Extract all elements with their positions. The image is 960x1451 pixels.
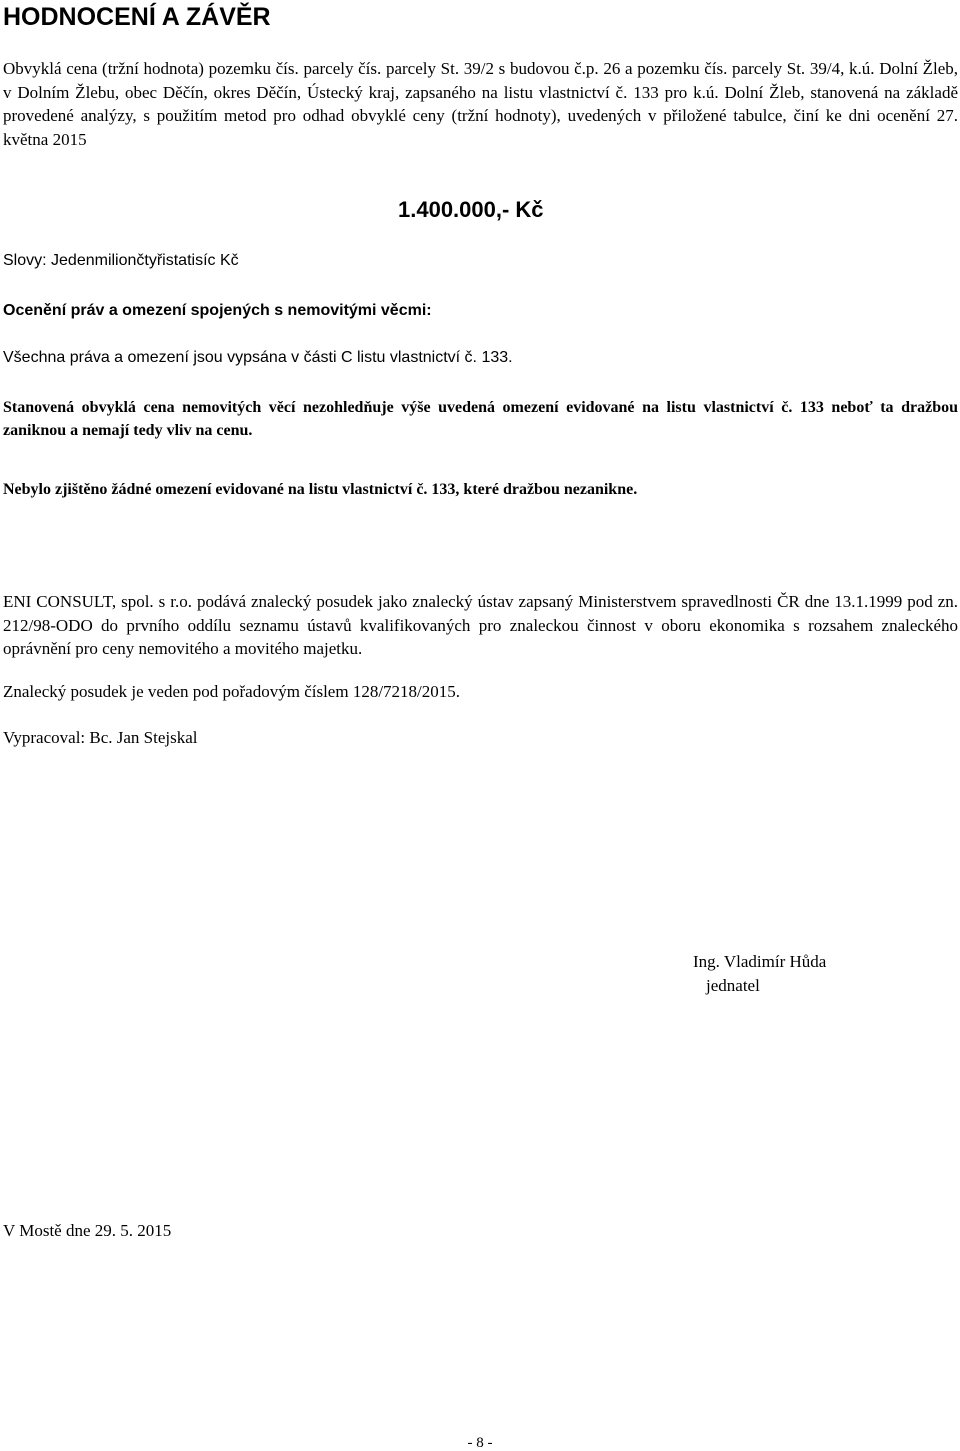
rights-note-encumbrance: Nebylo zjištěno žádné omezení evidované na listu vlastnictví č. 133, které dražbou nezanikne. (3, 481, 638, 498)
rights-note-price: Stanovená obvyklá cena nemovitých věcí nezohledňuje výše uvedená omezení evidované na listu vlastnictví č. 133 neboť ta dražbou zaniknou a nemají tedy vliv na cenu. (3, 399, 958, 439)
signatory-name: Ing. Vladimír Hůda (693, 952, 827, 971)
page-number: - 8 - (467, 1435, 493, 1451)
signature-block (693, 950, 826, 997)
valuation-statement: Obvyklá cena (tržní hodnota) pozemku čís. parcely čís. parcely St. 39/2 s budovou č.p. 26 a pozemku čís. parcely St. 39/4, k.ú. Dolní Žleb, v Dolním Žlebu, obec Děčín, okres Děčín, Ústecký kraj, zapsaného na listu vlastnictví č. 133 pro k.ú. Dolní Žleb, stanovená na základě provedené analýzy, s použitím metod pro odhad obvyklé ceny (tržní hodnoty), uvedených v přiložené tabulce, činí ke dni ocenění 27. května 2015 (3, 59, 958, 149)
signatory-role: jednatel (706, 975, 760, 995)
valuation-price: 1.400.000,- Kč (398, 197, 544, 222)
prepared-by: Vypracoval: Bc. Jan Stejskal (3, 728, 198, 747)
rights-heading: Ocenění práv a omezení spojených s nemovitými věcmi: (3, 302, 432, 319)
registry-number-statement: Znalecký posudek je veden pod pořadovým číslem 128/7218/2015. (3, 682, 461, 701)
rights-text: Všechna práva a omezení jsou vypsána v části C listu vlastnictví č. 133. (3, 349, 513, 366)
page-title: HODNOCENÍ A ZÁVĚR (3, 3, 271, 31)
price-in-words: Slovy: Jedenmiliončtyřistatisíc Kč (3, 252, 239, 269)
place-and-date: V Mostě dne 29. 5. 2015 (3, 1221, 172, 1240)
expert-institute-statement: ENI CONSULT, spol. s r.o. podává znalecký posudek jako znalecký ústav zapsaný Ministerstvem spravedlnosti ČR dne 13.1.1999 pod zn. 212/98-ODO do prvního oddílu seznamu ústavů kvalifikovaných pro znaleckou činnost v oboru ekonomika s rozsahem znaleckého oprávnění pro ceny nemovitého a movitého majetku. (3, 592, 958, 658)
